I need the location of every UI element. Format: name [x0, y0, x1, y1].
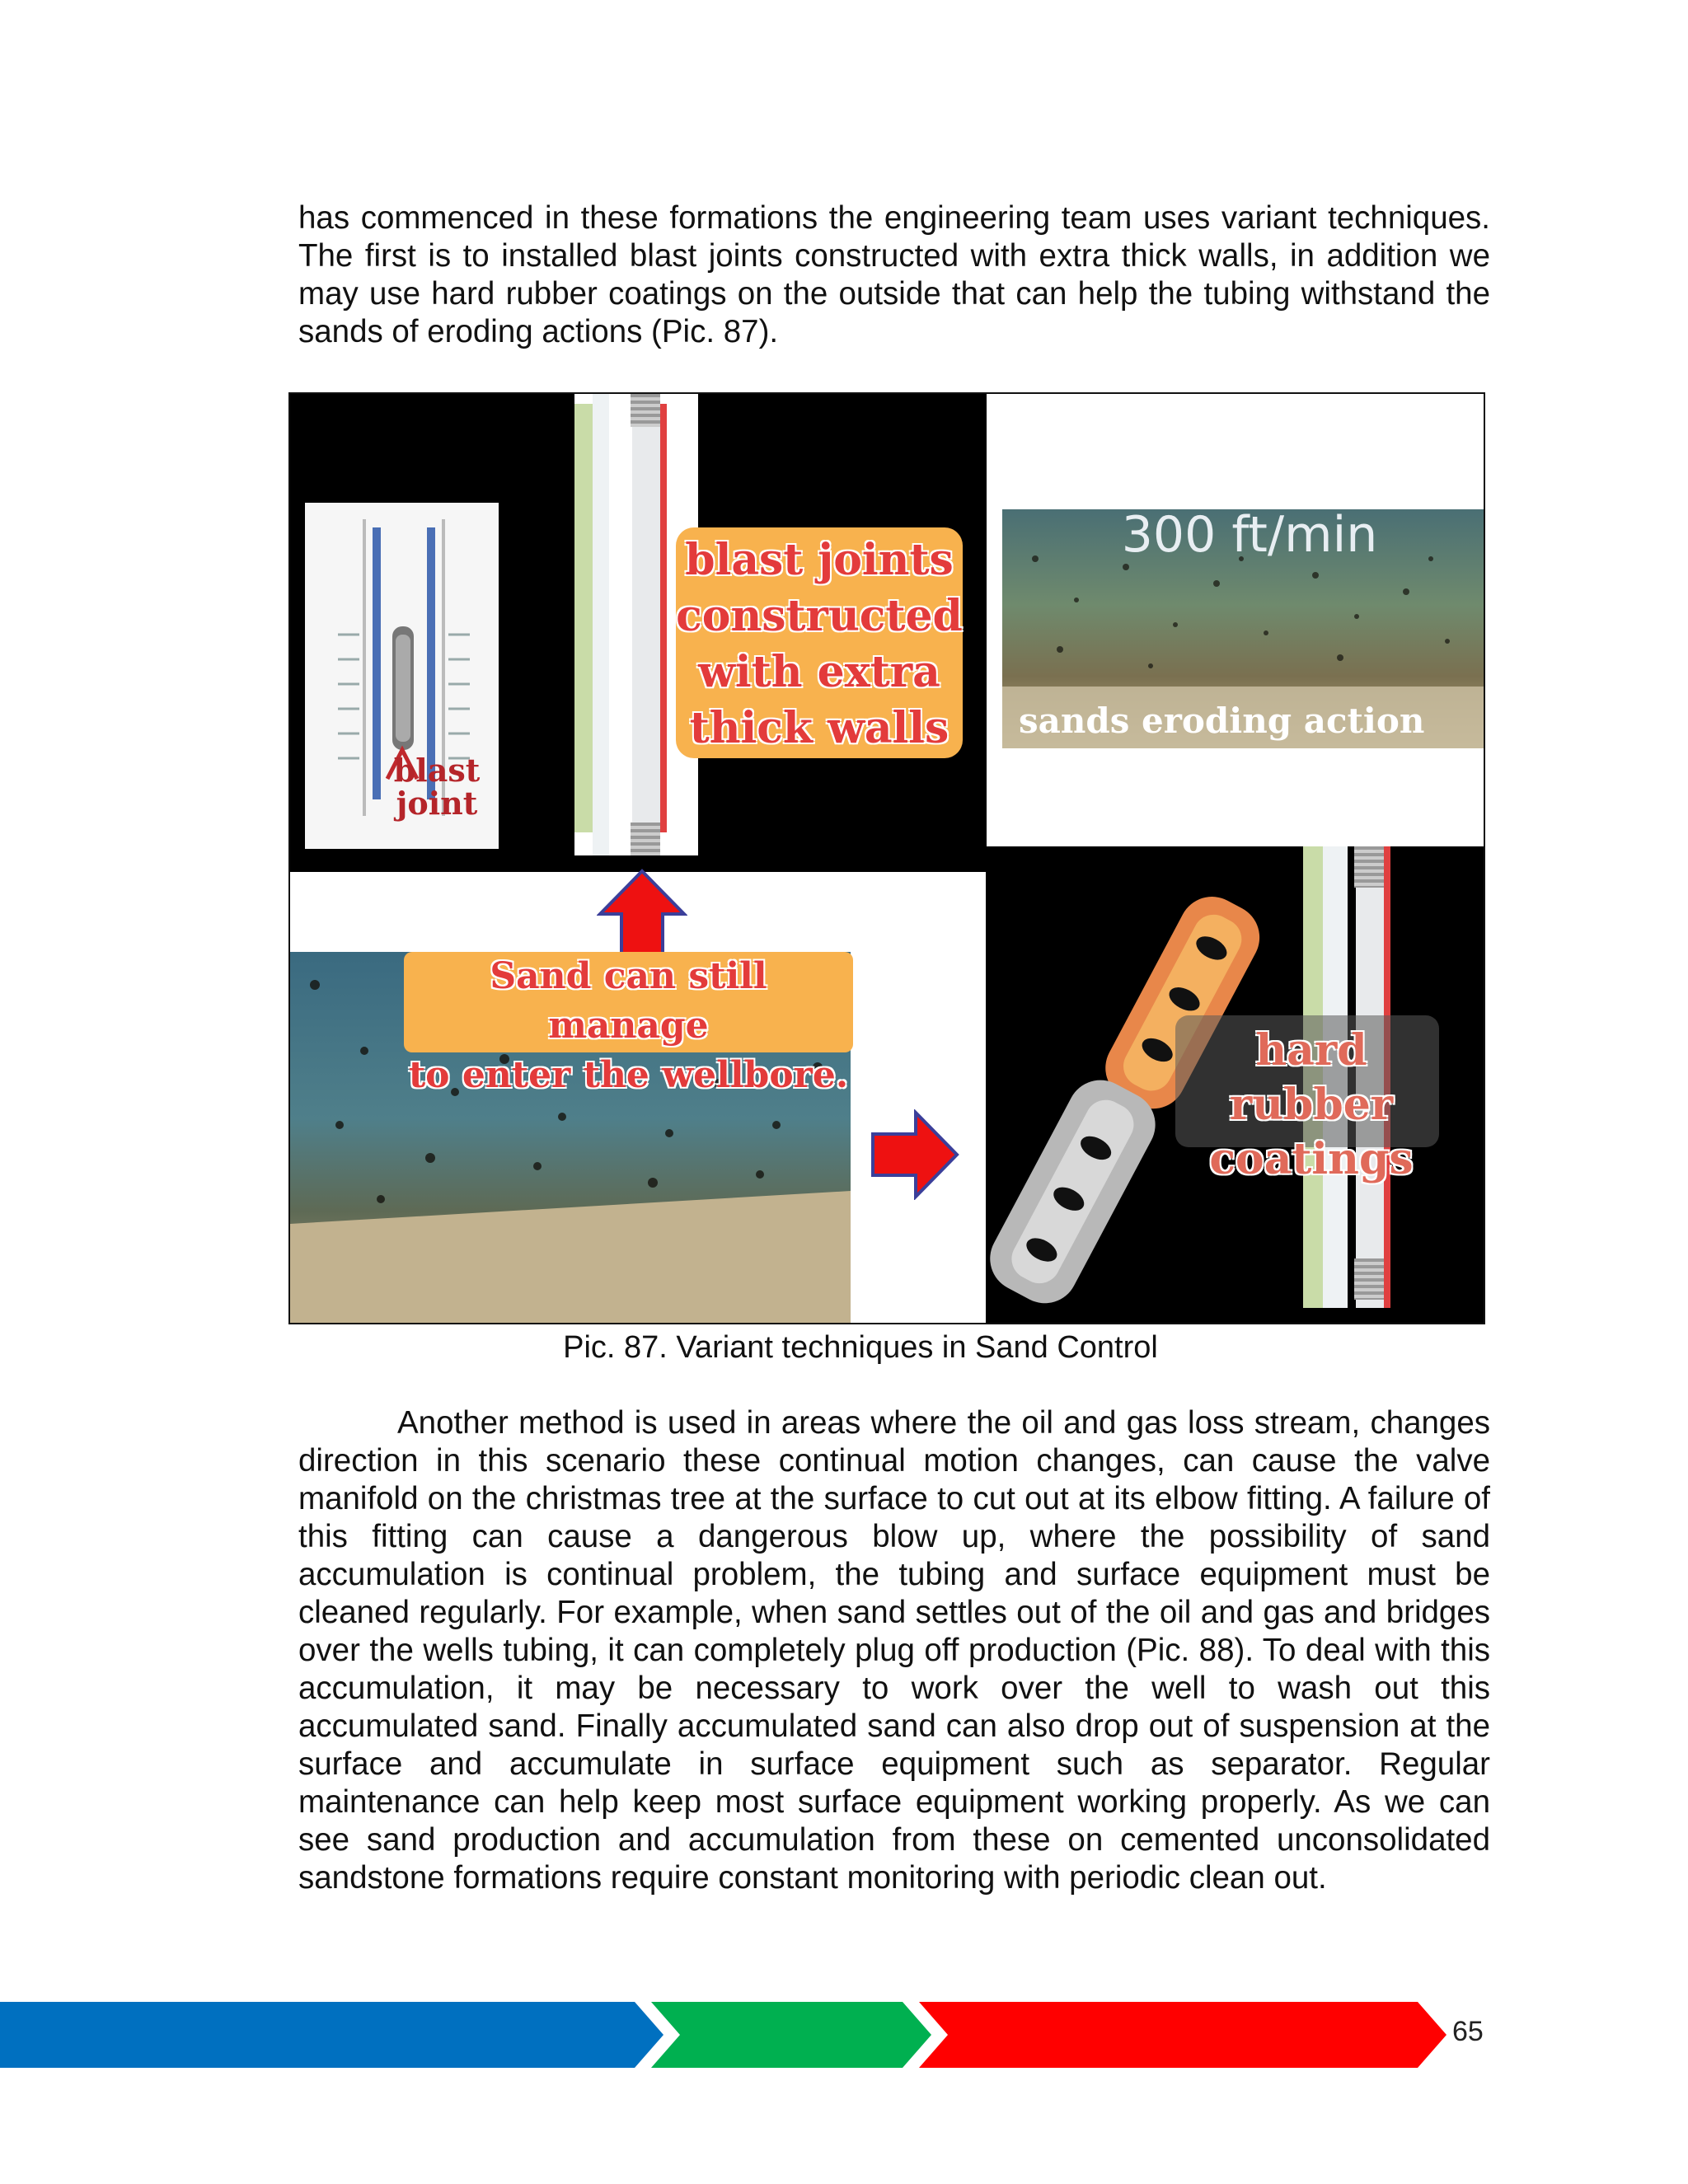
rubber-coatings-panel: [986, 846, 1485, 1324]
body-paragraph-2: Another method is used in areas where the oil and gas loss stream, changes direction in this scenario these continual motion changes, can cause the valve manifold on the christmas tree at the surface to cut out at its elbow fitting. A failure of this fitting can cause a dangerous blow up, where the possibility of sand accumulation is continual problem, the tubing and surface equipment must be cleaned regularly. For example, when sand settles out of the oil and gas and bridges over the wells tubing, it can completely plug off production (Pic. 88). To deal with this accumulation, it may be necessary to work over the well to wash out this accumulated sand. Finally accumulated sand can also drop out of suspension at the surface and accumulate in surface equipment such as separator. Regular maintenance can help keep most surface equipment working properly. As we can see sand production and accumulation from these on cemented unconsolidated sandstone formations require constant monitoring with periodic clean out.: [298, 1405, 1490, 1896]
right-arrow-icon: [870, 1109, 960, 1200]
up-arrow-icon: [597, 868, 687, 963]
rubber-coatings-label: hard rubber coatings: [1209, 1025, 1414, 1184]
footer-blue-arrow: [0, 2002, 663, 2068]
blast-joint-label: blast joint: [393, 752, 481, 822]
figure-pic-87: [288, 392, 1485, 1324]
footer-arrow-bar: [0, 1998, 1688, 2072]
body-paragraph-1: has commenced in these formations the engineering team uses variant techniques. The first is to installed blast joints constructed with extra thick walls, in addition we may use hard rubber coatings on the outside that can help the tubing withstand the sands of eroding actions (Pic. 87).: [298, 200, 1490, 349]
page-number: 65: [1452, 2016, 1484, 2047]
figure-caption: Pic. 87. Variant techniques in Sand Control: [563, 1330, 1158, 1365]
sands-eroding-label: sands eroding action: [1019, 701, 1425, 741]
footer-red-arrow: [919, 2002, 1447, 2068]
blast-joint-diagram-panel: [290, 394, 698, 872]
footer-green-arrow: [651, 2002, 931, 2068]
speed-label: 300 ft/min: [1121, 509, 1378, 564]
blast-joints-label: blast joints constructed with extra thick walls: [676, 527, 963, 758]
sand-eroding-image: [1002, 509, 1485, 748]
wellbore-diagram: [305, 503, 499, 849]
sand-enter-label: Sand can still manage to enter the wellbore.: [404, 952, 853, 1052]
